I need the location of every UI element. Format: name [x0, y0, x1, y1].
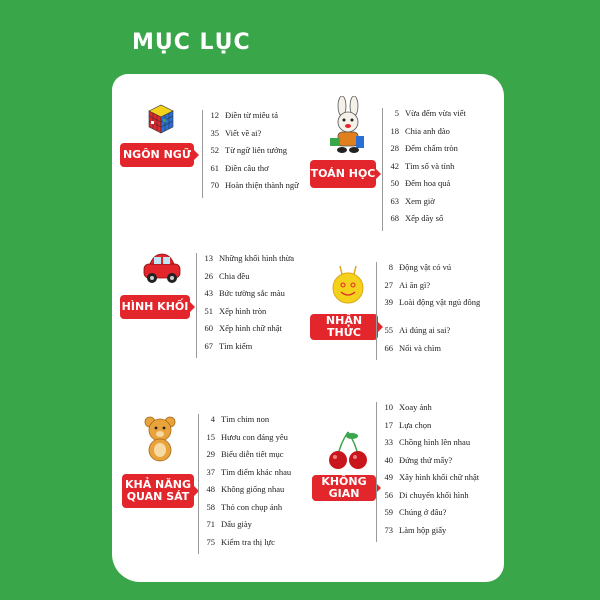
list-item[interactable]: 49 Xây hình khối chữ nhật [384, 472, 480, 482]
list-item[interactable]: 40 Đứng thứ mấy? [384, 454, 453, 465]
section-badge-nhan-thuc: NHẬN THỨC [310, 314, 378, 340]
list-item[interactable]: 37 Tìm điểm khác nhau [206, 466, 292, 477]
list-item[interactable]: 42 Tìm số và tính [390, 160, 455, 171]
page-title: MỤC LỤC [132, 30, 251, 55]
list-item[interactable]: 12 Điền từ miêu tả [210, 110, 278, 120]
sun-face-icon [328, 264, 368, 306]
section-badge-khong-gian: KHÔNG GIAN [312, 475, 376, 501]
list-item[interactable]: 56 Di chuyển khối hình [384, 489, 469, 500]
section-badge-toan-hoc: TOÁN HỌC [310, 160, 376, 188]
list-item[interactable]: 10 Xoay ảnh [384, 402, 432, 412]
cherries-icon [326, 430, 370, 470]
section-list-kha-nang-quan-sat [198, 414, 312, 554]
section-list-toan-hoc [382, 108, 500, 231]
list-item[interactable]: 13 Những khối hình thừa [204, 253, 295, 263]
list-item[interactable]: 73 Làm hộp giấy [384, 524, 447, 535]
list-item[interactable]: 17 Lựa chọn [384, 419, 432, 430]
list-item[interactable]: 66 Nổi và chìm [384, 342, 442, 353]
list-item[interactable]: 27 Ai ăn gì? [384, 279, 431, 290]
list-item[interactable]: 4 Tìm chim non [210, 414, 270, 424]
list-item[interactable]: 48 Không giống nhau [206, 484, 285, 494]
rabbit-icon [326, 96, 370, 156]
list-item[interactable]: 50 Đếm hoa quả [390, 178, 451, 188]
section-badge-kha-nang-quan-sat [122, 474, 194, 508]
rubiks-cube-icon [145, 103, 177, 135]
list-item[interactable]: 28 Đếm chấm tròn [390, 143, 458, 153]
toy-car-icon [140, 252, 184, 284]
list-item[interactable]: 35 Viết về ai? [210, 127, 262, 138]
list-item[interactable]: 51 Xếp hình tròn [204, 305, 267, 316]
list-item[interactable]: 43 Bức tường sắc màu [204, 288, 285, 298]
list-item[interactable]: 55 Ai đúng ai sai? [384, 325, 451, 335]
list-item[interactable]: 29 Biểu diễn tiết mục [206, 449, 284, 459]
badge-line-1: KHẢ NĂNG [124, 478, 192, 491]
list-item[interactable]: 52 Từ ngữ liên tưởng [210, 145, 287, 155]
list-item[interactable]: 33 Chồng hình lên nhau [384, 437, 471, 447]
badge-line-2: QUAN SÁT [126, 490, 190, 503]
section-badge-ngon-ngu: NGÔN NGỮ [120, 143, 194, 167]
list-item[interactable]: 70 Hoàn thiện thành ngữ [210, 180, 299, 190]
list-item[interactable]: 15 Hươu con đáng yêu [206, 431, 288, 442]
list-item[interactable]: 59 Chúng ở đâu? [384, 507, 447, 517]
list-item[interactable]: 63 Xem giờ [390, 195, 435, 206]
list-item[interactable]: 39 Loài động vật ngủ đông [384, 297, 481, 307]
section-list-khong-gian [376, 402, 500, 542]
section-badge-hinh-khoi: HÌNH KHỐI [120, 295, 190, 319]
section-list-ngon-ngu [202, 110, 312, 198]
teddy-bear-icon [142, 414, 178, 462]
section-list-nhan-thuc [376, 262, 500, 360]
section-list-hinh-khoi [196, 253, 312, 358]
list-item[interactable]: 8 Động vật có vú [388, 262, 452, 272]
list-item[interactable]: 75 Kiểm tra thị lực [206, 536, 275, 547]
list-item[interactable]: 67 Tìm kiếm [204, 340, 253, 351]
list-item[interactable]: 26 Chia đều [204, 270, 250, 281]
list-item[interactable]: 60 Xếp hình chữ nhật [204, 323, 282, 333]
list-item[interactable]: 61 Điền câu thơ [210, 162, 269, 173]
list-item[interactable]: 5 Vừa đếm vừa viết [394, 108, 466, 118]
list-item[interactable]: 71 Dấu giày [206, 519, 252, 529]
list-item[interactable]: 68 Xếp dãy số [390, 213, 444, 223]
list-item[interactable]: 58 Thỏ con chụp ảnh [206, 501, 283, 512]
list-item[interactable]: 18 Chia anh đào [390, 125, 450, 136]
